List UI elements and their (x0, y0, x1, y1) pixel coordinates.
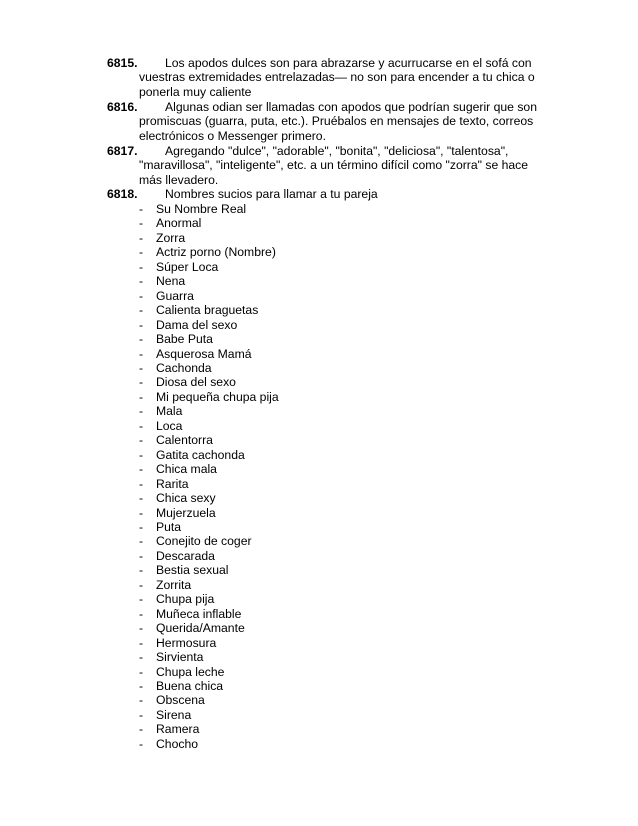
list-bullet: - (139, 259, 144, 274)
list-bullet: - (139, 519, 144, 534)
list-item-text: Muñeca inflable (156, 606, 242, 621)
list-bullet: - (139, 346, 144, 361)
list-item (139, 693, 279, 707)
list-bullet: - (139, 433, 144, 448)
list-item (139, 708, 279, 722)
list-item (139, 737, 279, 751)
list-bullet: - (139, 404, 144, 419)
list-bullet: - (139, 230, 144, 245)
entry-number: 6817. (107, 144, 138, 158)
list-item-text: Chica sexy (156, 491, 216, 506)
list-item-text: Obscena (156, 693, 205, 708)
list-item-text: Buena chica (156, 678, 224, 693)
list-item (139, 216, 279, 230)
list-item (139, 592, 279, 606)
list-item-text: Conejito de coger (156, 534, 252, 549)
list-item-text: Chocho (156, 736, 199, 751)
list-item (139, 636, 279, 650)
list-item (139, 491, 279, 505)
list-item-text: Anormal (156, 216, 202, 231)
list-item-text: Querida/Amante (156, 621, 245, 636)
list-item (139, 375, 279, 389)
list-item (139, 419, 279, 433)
list-item (139, 361, 279, 375)
list-item (139, 665, 279, 679)
list-bullet: - (139, 447, 144, 462)
list-item (139, 289, 279, 303)
list-bullet: - (139, 548, 144, 563)
list-item (139, 390, 279, 404)
list-bullet: - (139, 360, 144, 375)
list-item (139, 231, 279, 245)
list-item-text: Zorrita (156, 577, 192, 592)
list-item-text: Chupa leche (156, 664, 225, 679)
list-bullet: - (139, 563, 144, 578)
list-item-text: Babe Puta (156, 332, 213, 347)
list-item (139, 607, 279, 621)
list-item (139, 477, 279, 491)
list-item (139, 318, 279, 332)
list-item-text: Diosa del sexo (156, 375, 236, 390)
list-item-text: Actriz porno (Nombre) (156, 245, 276, 260)
list-item-text: Súper Loca (156, 259, 219, 274)
list-bullet: - (139, 664, 144, 679)
list-item (139, 202, 279, 216)
list-bullet: - (139, 216, 144, 231)
list-bullet: - (139, 317, 144, 332)
list-bullet: - (139, 577, 144, 592)
list-bullet: - (139, 693, 144, 708)
list-item (139, 578, 279, 592)
list-item (139, 563, 279, 577)
list-bullet: - (139, 736, 144, 751)
entry-text: Algunas odian ser llamadas con apodos que podrían sugerir que son promiscuas (guarra, puta, etc.). Pruébalos en mensajes de texto, correos electrónicos o Messenger primero. (139, 100, 537, 143)
list-item-text: Puta (156, 519, 182, 534)
list-item-text: Zorra (156, 230, 186, 245)
list-bullet: - (139, 592, 144, 607)
list-item (139, 506, 279, 520)
list-bullet: - (139, 288, 144, 303)
list-item (139, 520, 279, 534)
list-bullet: - (139, 418, 144, 433)
list-bullet: - (139, 635, 144, 650)
list-item-text: Sirena (156, 707, 192, 722)
entry-number: 6816. (107, 100, 138, 114)
list-item-text: Mala (156, 404, 183, 419)
list-item-text: Descarada (156, 548, 215, 563)
list-item-text: Calentorra (156, 433, 213, 448)
list-bullet: - (139, 707, 144, 722)
list-item (139, 433, 279, 447)
list-item-text: Bestia sexual (156, 563, 229, 578)
entry-text: Agregando "dulce", "adorable", "bonita", "deliciosa", "talentosa", "maravillosa", "inteligente", etc. a un término difícil como "zorra" se hace más llevadero. (139, 144, 529, 187)
list-item-text: Chica mala (156, 462, 217, 477)
list-bullet: - (139, 606, 144, 621)
list-item (139, 621, 279, 635)
list-item-text: Rarita (156, 476, 189, 491)
list-bullet: - (139, 722, 144, 737)
list-item-text: Cachonda (156, 360, 212, 375)
list-item-text: Sirvienta (156, 650, 204, 665)
list-bullet: - (139, 389, 144, 404)
list-bullet: - (139, 462, 144, 477)
list-item (139, 448, 279, 462)
list-item-text: Guarra (156, 288, 194, 303)
list-item (139, 549, 279, 563)
list-bullet: - (139, 274, 144, 289)
list-item-text: Nena (156, 274, 186, 289)
list-bullet: - (139, 332, 144, 347)
list-item-text: Calienta braguetas (156, 303, 259, 318)
list-bullet: - (139, 678, 144, 693)
list-item-text: Chupa pija (156, 592, 215, 607)
list-item (139, 462, 279, 476)
list-bullet: - (139, 375, 144, 390)
list-item-text: Ramera (156, 722, 200, 737)
entry-6818 (107, 187, 552, 201)
list-item-text: Mujerzuela (156, 505, 216, 520)
list-item-text: Hermosura (156, 635, 217, 650)
list-item-text: Gatita cachonda (156, 447, 245, 462)
entry-text: Nombres sucios para llamar a tu pareja (165, 187, 378, 201)
list-item (139, 404, 279, 418)
list-bullet: - (139, 534, 144, 549)
entry-text: Los apodos dulces son para abrazarse y acurrucarse en el sofá con vuestras extremidades entrelazadas— no son para encender a tu chica o ponerla muy caliente (139, 56, 535, 99)
list-bullet: - (139, 621, 144, 636)
list-item (139, 274, 279, 288)
list-item-text: Loca (156, 418, 183, 433)
list-item (139, 260, 279, 274)
list-item (139, 245, 279, 259)
entry-6816 (107, 100, 552, 143)
list-item-text: Mi pequeña chupa pija (156, 389, 279, 404)
list-bullet: - (139, 245, 144, 260)
list-item (139, 650, 279, 664)
list-item (139, 679, 279, 693)
list-bullet: - (139, 505, 144, 520)
list-item (139, 534, 279, 548)
list-item (139, 303, 279, 317)
list-bullet: - (139, 491, 144, 506)
entry-number: 6818. (107, 187, 138, 201)
list-bullet: - (139, 650, 144, 665)
list-item (139, 722, 279, 736)
list-bullet: - (139, 476, 144, 491)
list-item-text: Su Nombre Real (156, 202, 247, 216)
list-item-text: Dama del sexo (156, 317, 238, 332)
entry-6815 (107, 56, 552, 99)
list-bullet: - (139, 303, 144, 318)
entry-6817 (107, 144, 552, 187)
list-bullet: - (139, 202, 144, 216)
list-item (139, 347, 279, 361)
list-item (139, 332, 279, 346)
dirty-names-list (139, 202, 279, 751)
list-item-text: Asquerosa Mamá (156, 346, 252, 361)
entry-number: 6815. (107, 56, 138, 70)
